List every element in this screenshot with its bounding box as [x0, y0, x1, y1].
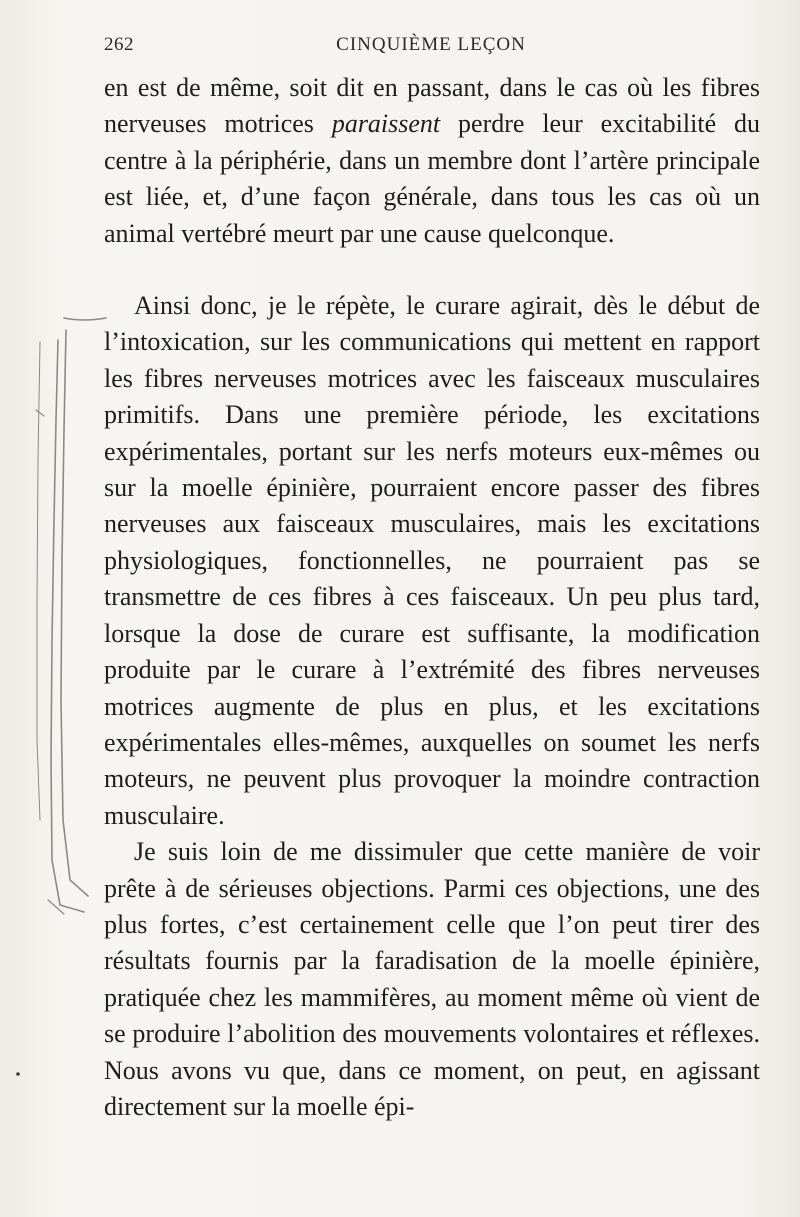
body-text: [104, 70, 760, 1125]
paragraph-1: [104, 70, 760, 252]
paragraph-3: Je suis loin de me dissimuler que cette manière de voir prête à de sérieuses objections. Parmi ces objections, une des plus fortes, c’est certainement celle que l’on peut tirer des résultats fournis par la faradisation de la moelle épinière, pratiquée chez les mammifères, au moment même où vient de se produire l’abolition des mouvements volontaires et réflexes. Nous avons vu que, dans ce moment, on peut, en agissant directement sur la moelle épi-: [104, 837, 760, 1121]
ink-speck: [16, 1072, 20, 1076]
pencil-outer-stroke: [51, 340, 84, 912]
running-head: CINQUIÈME LEÇON: [336, 34, 526, 55]
page-header: [104, 34, 758, 62]
pencil-top-hook: [64, 318, 106, 320]
pencil-faint-stroke: [37, 342, 40, 820]
paragraph-2: Ainsi donc, je le répète, le curare agirait, dès le début de l’intoxication, sur les communications qui mettent en rapport les fibres nerveuses motrices avec les faisceaux musculaires primitifs. Dans une première période, les excitations expérimentales, portant sur les nerfs moteurs eux-mêmes ou sur la moelle épinière, pourraient encore passer des fibres nerveuses aux faisceaux musculaires, mais les excitations physiologiques, fonctionnelles, ne pourraient pas se transmettre de ces fibres à ces faisceaux. Un peu plus tard, lorsque la dose de curare est suffisante, la modification produite par le curare à l’extrémité des fibres nerveuses motrices augmente de plus en plus, et les excitations expérimentales elles-mêmes, auxquelles on soumet les nerfs moteurs, ne peuvent plus provoquer la moindre contraction musculaire.: [104, 291, 760, 830]
pencil-inner-stroke: [61, 330, 88, 896]
pencil-tick: [36, 410, 44, 416]
paragraph-1-after: perdre leur excitabilité du centre à la périphérie, dans un membre dont l’artère principale est liée, et, d’une façon générale, dans tous les cas où un animal vertébré meurt par une cause quelconque.: [104, 109, 760, 248]
page-number: 262: [104, 34, 134, 55]
paragraph-gap: [104, 252, 760, 288]
paragraph-1-before: en est de même, soit dit en passant, dans le cas où les fibres nerveuses motrices: [104, 73, 760, 139]
pencil-tick: [48, 900, 64, 914]
emphasized-word: paraissent: [331, 109, 441, 139]
